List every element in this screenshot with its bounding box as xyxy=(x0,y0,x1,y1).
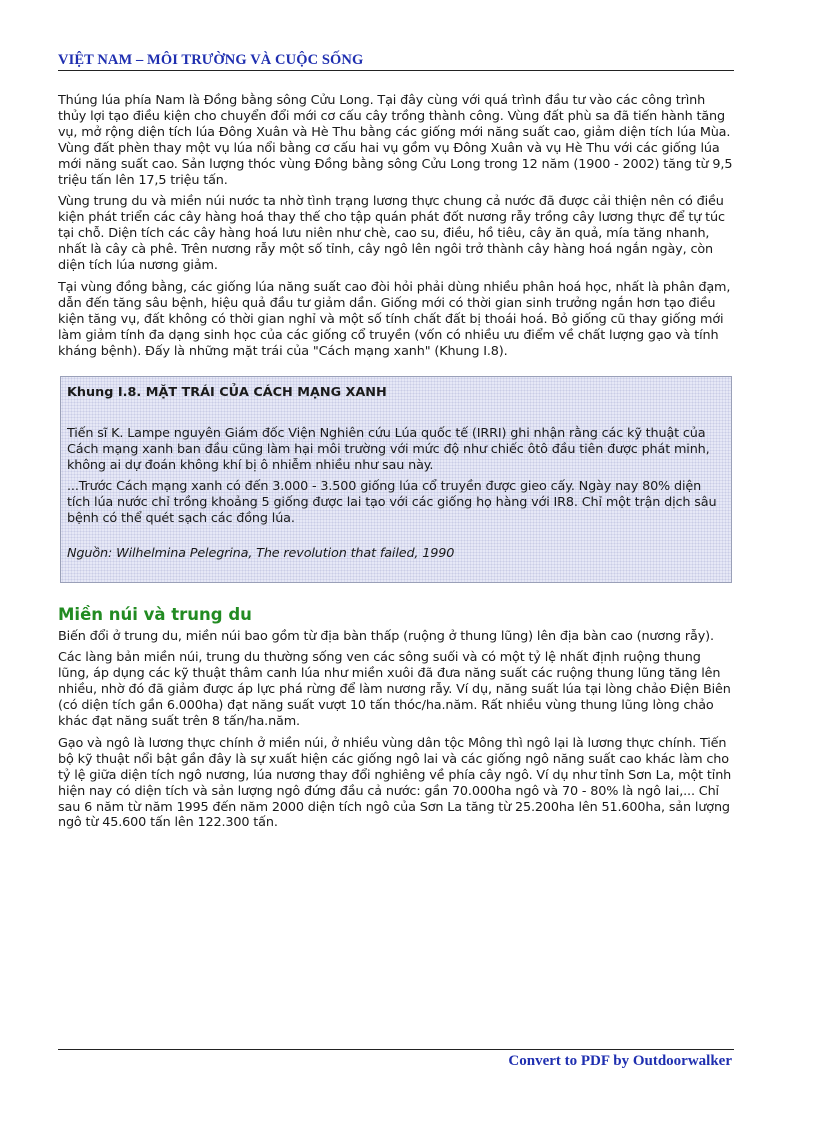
info-box-paragraph: Tiến sĩ K. Lampe nguyên Giám đốc Viện Nghiên cứu Lúa quốc tế (IRRI) ghi nhận rằng các kỹ thuật của Cách mạng xanh ban đầu cũng làm hại môi trường với mức độ như chiếc ôtô đầu tiên được phát minh, không ai dự đoán không khí bị ô nhiễm nhiều như sau này. xyxy=(67,425,710,473)
footer-divider xyxy=(58,1049,734,1050)
page-header xyxy=(58,52,734,71)
info-box-source: Nguồn: Wilhelmina Pelegrina, The revolution that failed, 1990 xyxy=(67,545,455,561)
body-paragraph-delta: Tại vùng đồng bằng, các giống lúa năng suất cao đòi hỏi phải dùng nhiều phân hoá học, nhất là phân đạm, dẫn đến tăng sâu bệnh, hiệu quả đầu tư giảm dần. Giống mới có thời gian sinh trưởng ngắn hơn tạo điều kiện tăng vụ, đất không có thời gian nghỉ và một số tính chất đất bị thoái hoá. Bỏ giống cũ thay giống mới làm giảm tính đa dạng sinh học của các giống cổ truyền (vốn có nhiều ưu điểm về chất lượng gạo và tính kháng bệnh). Đấy là những mặt trái của "Cách mạng xanh" (Khung I.8). xyxy=(58,279,731,359)
section-heading: Miền núi và trung du xyxy=(58,604,252,624)
section-paragraph: Các làng bản miền núi, trung du thường sống ven các sông suối và có một tỷ lệ nhất định ruộng thung lũng, áp dụng các kỹ thuật thâm canh lúa như miền xuôi đã đưa năng suất các ruộng thung lũng tăng lên nhiều, nhờ đó đã giảm được áp lực phá rừng để làm nương rẫy. Ví dụ, năng suất lúa tại lòng chảo Điện Biên (có diện tích gần 6.000ha) đạt năng suất vượt 10 tấn thóc/ha.năm. Rất nhiều vùng thung lũng lòng chảo khác đạt năng suất trên 8 tấn/ha.năm. xyxy=(58,650,731,730)
body-paragraph-midlands: Vùng trung du và miền núi nước ta nhờ tình trạng lương thực chung cả nước đã được cải thiện nên có điều kiện phát triển các cây hàng hoá thay thế cho tập quán phát đốt nương rẫy trồng cây lương thực để tự túc tại chỗ. Diện tích các cây hàng hoá lưu niên như chè, cao su, điều, hồ tiêu, cây ăn quả, mía tăng nhanh, nhất là cây cà phê. Trên nương rẫy một số tỉnh, cây ngô lên ngôi trở thành cây hàng hoá ngắn ngày, còn diện tích lúa nương giảm. xyxy=(58,194,725,274)
section-paragraph: Biến đổi ở trung du, miền núi bao gồm từ địa bàn thấp (ruộng ở thung lũng) lên địa bàn cao (nương rẫy). xyxy=(58,628,714,644)
info-box-paragraph: ...Trước Cách mạng xanh có đến 3.000 - 3.500 giống lúa cổ truyền được gieo cấy. Ngày nay 80% diện tích lúa nước chỉ trồng khoảng 5 giống được lai tạo với các giống họ hàng với IR8. Chỉ một trận dịch sâu bệnh có thể quét sạch các đồng lúa. xyxy=(67,478,717,526)
section-paragraph: Gạo và ngô là lương thực chính ở miền núi, ở nhiều vùng dân tộc Mông thì ngô lại là lương thực chính. Tiến bộ kỹ thuật nổi bật gần đây là sự xuất hiện các giống ngô lai và các giống ngô năng suất cao khác làm cho tỷ lệ giữa diện tích ngô nương, lúa nương thay đổi nghiêng về phía cây ngô. Ví dụ như tỉnh Sơn La, một tỉnh hiện nay có diện tích và sản lượng ngô đứng đầu cả nước: gần 70.000ha ngô và 70 - 80% là ngô lai,... Chỉ sau 6 năm từ năm 1995 đến năm 2000 diện tích ngô của Sơn La tăng từ 25.200ha lên 51.600ha, sản lượng ngô từ 45.600 tấn lên 122.300 tấn. xyxy=(58,735,732,831)
main-content xyxy=(58,93,734,837)
info-box-green-revolution xyxy=(60,376,732,583)
header-title: VIỆT NAM – MÔI TRƯỜNG VÀ CUỘC SỐNG xyxy=(58,52,364,68)
body-paragraph-mekong: Thúng lúa phía Nam là Đồng bằng sông Cửu Long. Tại đây cùng với quá trình đầu tư vào các công trình thủy lợi tạo điều kiện cho chuyển đổi mới cơ cấu cây trồng thành công. Vùng đất phù sa đã tiến hành tăng vụ, mở rộng diện tích lúa Đông Xuân và Hè Thu bằng các giống mới năng suất cao, giảm diện tích lúa Mùa. Vùng đất phèn thay một vụ lúa nổi bằng cơ cấu hai vụ gồm vụ Đông Xuân và vụ Hè Thu với các giống lúa mới năng suất cao. Sản lượng thóc vùng Đồng bằng sông Cửu Long trong 12 năm (1900 - 2002) tăng từ 9,5 triệu tấn lên 17,5 triệu tấn. xyxy=(58,93,733,188)
info-box-title: Khung I.8. MẶT TRÁI CỦA CÁCH MẠNG XANH xyxy=(67,384,387,400)
footer-text: Convert to PDF by Outdoorwalker xyxy=(508,1053,732,1069)
